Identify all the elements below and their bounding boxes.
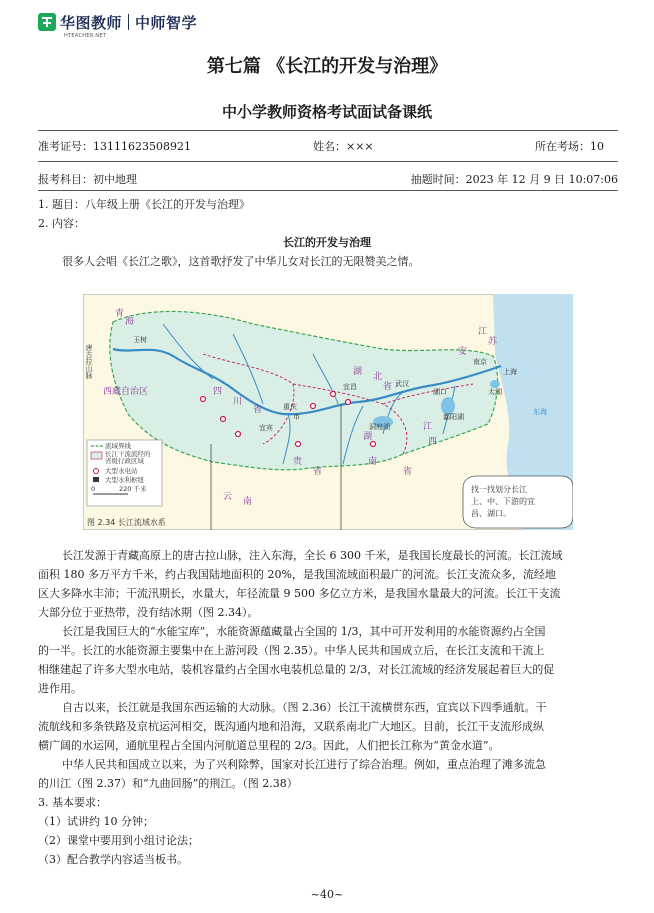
candidate-name: 姓名：××× <box>313 140 374 153</box>
topic-line: 1. 题目：八年级上册《长江的开发与治理》 <box>38 198 250 211</box>
p1-line4: 大部分位于亚热带，没有结冰期（图 2.34）。 <box>38 606 259 619</box>
label-donghai: 东海 <box>533 408 547 416</box>
page-subtitle: 中小学教师资格考试面试备课纸 <box>221 103 432 121</box>
rule-bottom <box>38 190 618 191</box>
legend-provinces-2: 省级行政区域 <box>105 457 144 465</box>
label-hunan1: 湖 <box>363 432 373 442</box>
draw-time: 抽题时间：2023 年 12 月 9 日 10:07:06 <box>410 173 618 186</box>
label-nanjing: 南京 <box>473 358 487 366</box>
label-sichuan1: 四 <box>213 387 223 397</box>
label-sheng3: 省 <box>313 467 323 477</box>
page-title: 第七篇 《长江的开发与治理》 <box>206 56 448 77</box>
label-sheng1: 省 <box>253 405 263 415</box>
legend-dam: 大型水利枢纽 <box>105 476 144 484</box>
p1-line1: 长江发源于青藏高原上的唐古拉山脉，注入东海，全长 6 300 千米，是我国长度最长的河流。长江流域 <box>62 549 563 562</box>
logo-icon <box>38 13 56 31</box>
subject: 报考科目：初中地理 <box>38 173 137 186</box>
brand-name: 中师智学 <box>135 13 198 32</box>
label-xizang: 西藏自治区 <box>103 387 149 397</box>
label-dongting: 洞庭湖 <box>369 423 390 431</box>
p4-line2: 的川江（图 2.37）和“九曲回肠”的荆江。（图 2.38） <box>38 777 298 790</box>
label-jiangsu: 江 <box>478 327 488 337</box>
label-yibin: 宜宾 <box>259 424 273 432</box>
label-hunan2: 南 <box>368 457 378 467</box>
label-tanggula: 唐古拉山脉 <box>85 344 93 379</box>
p3-line1: 自古以来，长江就是我国东西运输的大动脉。（图 2.36）长江干流横贯东西，宜宾以下四季通航。干 <box>62 701 547 714</box>
exam-id: 准考证号：13111623508921 <box>38 140 191 153</box>
label-anhui: 安 <box>458 347 468 357</box>
label-taihu: 太湖 <box>488 388 502 396</box>
p1-line2: 面积 180 多万平方千米，约占我国陆地面积的 20%，是我国流域面积最广的河流。长江支流众多，流经地 <box>38 568 556 581</box>
p2-line4: 进作用。 <box>38 682 82 695</box>
content-label: 2. 内容： <box>38 217 85 230</box>
label-yunnan: 云 <box>223 492 233 502</box>
rule-top <box>38 130 618 131</box>
map-caption: 图 2.34 长江流域水系 <box>87 518 166 527</box>
hint-bubble <box>463 476 573 528</box>
bubble-line3: 昌、湖口。 <box>471 509 511 518</box>
legend-boundary: 流域界线 <box>105 442 131 450</box>
label-sheng4: 省 <box>383 382 393 392</box>
label-hukou: 湖口 <box>433 388 447 396</box>
label-hubei1: 湖 <box>353 367 363 377</box>
legend-hydro: 大型水电站 <box>105 467 138 475</box>
label-nan: 南 <box>243 497 253 507</box>
scale-label: 220 千米 <box>119 485 147 493</box>
requirement-3: （3）配合教学内容适当板书。 <box>38 853 188 866</box>
p3-line3: 横广阔的水运网，通航里程占全国内河航道总里程的 2/3。因此，人们把长江称为“黄金水道”。 <box>38 739 500 752</box>
label-guizhou: 贵 <box>293 457 303 467</box>
paragraph-2 <box>38 622 610 698</box>
p3-line2: 流航线和多条铁路及京杭运河相交，既沟通内地和沿海，又联系南北广大地区。目前，长江干支流形成纵 <box>38 720 544 733</box>
label-yichang: 宜昌 <box>343 383 357 391</box>
paragraph-1 <box>38 546 610 622</box>
logo-name: 华图教师 <box>60 13 123 32</box>
exam-room: 所在考场：10 <box>535 140 604 153</box>
yangtze-basin-map <box>83 294 573 530</box>
label-wuhan: 武汉 <box>395 380 409 388</box>
label-hai: 海 <box>125 317 135 327</box>
p2-line1: 长江是我国巨大的“水能宝库”，水能资源蕴藏量占全国的 1/3，其中可开发利用的水能资源约占全国 <box>62 625 546 638</box>
intro-text: 很多人会唱《长江之歌》，这首歌抒发了中华儿女对长江的无限赞美之情。 <box>62 255 420 268</box>
content-title: 长江的开发与治理 <box>283 236 371 249</box>
label-su: 苏 <box>488 337 498 347</box>
label-jiangxi1: 江 <box>423 422 433 432</box>
label-sheng2: 省 <box>403 467 413 477</box>
page-number: ~40~ <box>310 888 344 901</box>
label-yushu: 玉树 <box>133 336 147 344</box>
p1-line3: 区大多降水丰沛；干流汛期长，水量大，年径流量 9 500 多亿立方米，是我国水量最大的河流。长江干支流 <box>38 587 561 600</box>
label-poyang: 鄱阳湖 <box>443 413 464 421</box>
label-chongqing: 重庆 <box>283 403 297 411</box>
label-hubei2: 北 <box>373 372 383 382</box>
label-shi: 市 <box>293 413 300 421</box>
legend-provinces: 长江干流流经的 <box>105 450 151 458</box>
rule-middle <box>38 161 618 162</box>
label-shanghai: 上海 <box>503 368 517 376</box>
bubble-line1: 找一找划分长江 <box>471 485 527 494</box>
logo-divider <box>128 14 129 30</box>
requirements-label: 3. 基本要求： <box>38 796 107 809</box>
paragraph-4 <box>38 755 610 793</box>
logo <box>38 12 198 39</box>
label-sichuan2: 川 <box>233 397 243 407</box>
paragraph-3 <box>38 698 610 755</box>
bubble-line2: 上、中、下游的宜 <box>471 497 535 506</box>
label-jiangxi2: 西 <box>428 437 438 447</box>
requirement-2: （2）课堂中要用到小组讨论法； <box>38 834 199 847</box>
p4-line1: 中华人民共和国成立以来，为了兴利除弊，国家对长江进行了综合治理。例如，重点治理了滩多流急 <box>62 758 546 771</box>
p2-line3: 相继建起了许多大型水电站，装机容量约占全国水电装机总量的 2/3，对长江流域的经济发展起着巨大的促 <box>38 663 555 676</box>
tai-lake <box>490 380 500 388</box>
p2-line2: 的一半。长江的水能资源主要集中在上游河段（图 2.35）。中华人民共和国成立后，在长江支流和干流上 <box>38 644 545 657</box>
label-qinghai: 青 <box>115 309 125 319</box>
logo-url: HTEACHER.NET <box>64 33 107 39</box>
requirement-1: （1）试讲约 10 分钟； <box>38 815 154 828</box>
scale-zero: 0 <box>91 485 96 493</box>
